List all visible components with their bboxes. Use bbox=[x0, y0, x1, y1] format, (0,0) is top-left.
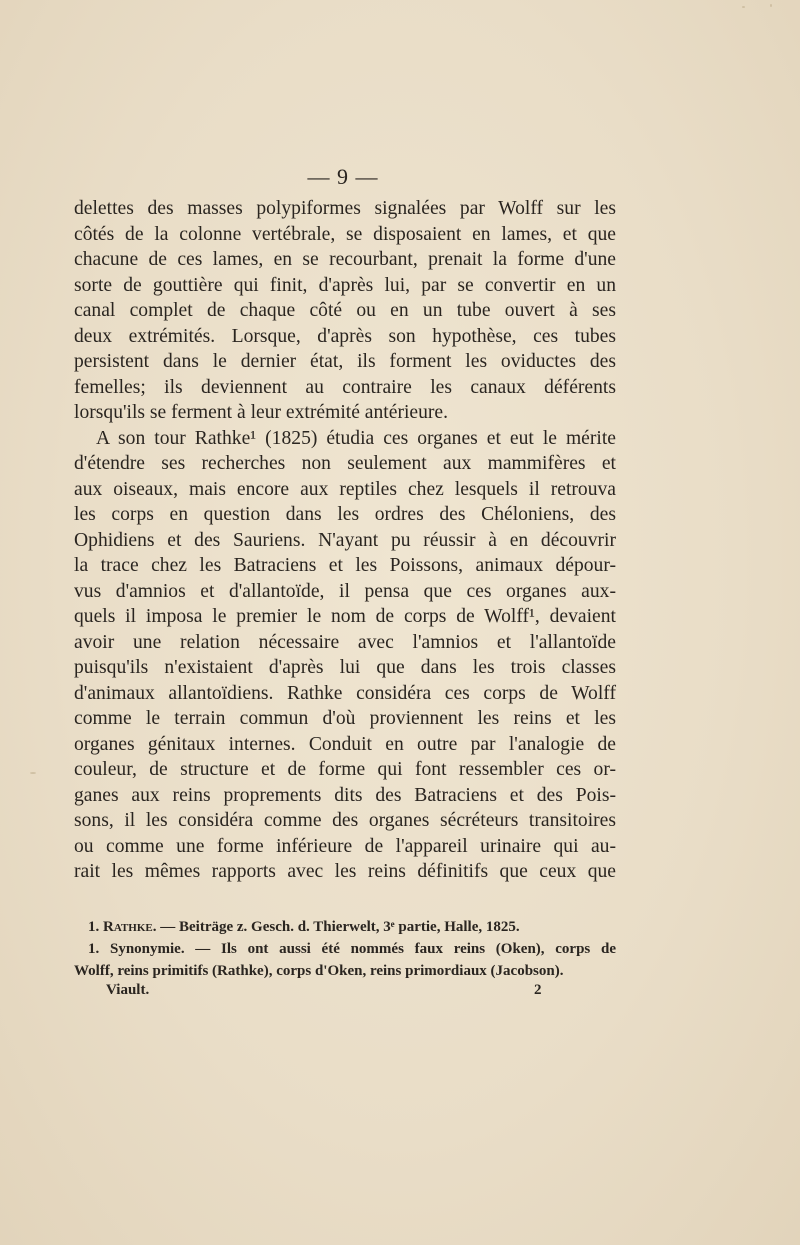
text-line: d'étendre ses recherches non seulement aux mammifères et bbox=[74, 453, 616, 474]
body-text bbox=[74, 196, 616, 885]
text-line: côtés de la colonne vertébrale, se disposaient en lames, et que bbox=[74, 223, 616, 245]
text-line: deux extrémités. Lorsque, d'après son hypothèse, ces tubes bbox=[74, 325, 616, 347]
text-line: quels il imposa le premier le nom de corps de Wolff¹, devaient bbox=[74, 606, 616, 627]
footnote-1 bbox=[74, 916, 616, 938]
paper-speck bbox=[742, 6, 745, 8]
footnote-line: 1. Synonymie. — Ils ont aussi été nommés faux reins (Oken), corps de bbox=[88, 941, 616, 957]
paper-speck bbox=[30, 772, 36, 774]
text-line: sons, il les considéra comme des organes sécréteurs transitoires bbox=[74, 810, 616, 831]
text-line: comme le terrain commun d'où proviennent les reins et les bbox=[74, 708, 616, 729]
text-line: rait les mêmes rapports avec les reins définitifs que ceux que bbox=[74, 861, 616, 882]
text-line: organes génitaux internes. Conduit en outre par l'analogie de bbox=[74, 733, 616, 755]
signature-author: Viault. bbox=[106, 982, 150, 998]
paper-speck bbox=[770, 4, 772, 7]
text-line: lorsqu'ils se ferment à leur extrémité antérieure. bbox=[74, 402, 449, 423]
text-line: ganes aux reins proprements dits des Batraciens et des Pois- bbox=[74, 784, 616, 806]
paragraph-2 bbox=[74, 426, 616, 885]
signature-mark: 2 bbox=[534, 982, 542, 998]
text-line: Ophidiens et des Sauriens. N'ayant pu réussir à en découvrir bbox=[74, 529, 616, 551]
text-line: puisqu'ils n'existaient d'après lui que dans les trois classes bbox=[74, 657, 616, 678]
text-line: aux oiseaux, mais encore aux reptiles chez lesquels il retrouva bbox=[74, 478, 616, 500]
footnote-text: — Beiträge z. Gesch. d. Thierwelt, 3ᵉ partie, Halle, 1825. bbox=[160, 919, 520, 935]
text-line: canal complet de chaque côté ou en un tube ouvert à ses bbox=[74, 300, 616, 321]
page-number: — 9 — bbox=[307, 164, 379, 189]
text-line: couleur, de structure et de forme qui font ressembler ces or- bbox=[74, 759, 616, 780]
text-line: ou comme une forme inférieure de l'appareil urinaire qui au- bbox=[74, 835, 616, 857]
text-line: persistent dans le dernier état, ils forment les oviductes des bbox=[74, 351, 616, 372]
paragraph-1 bbox=[74, 196, 616, 426]
text-line: femelles; ils deviennent au contraire les canaux déférents bbox=[74, 376, 616, 398]
footnote-author: Rathke. bbox=[103, 919, 157, 935]
text-line: la trace chez les Batraciens et les Poissons, animaux dépour- bbox=[74, 555, 616, 576]
footnote-number: 1. bbox=[88, 919, 100, 935]
text-line: delettes des masses polypiformes signalées par Wolff sur les bbox=[74, 198, 616, 219]
text-line: les corps en question dans les ordres des Chéloniens, des bbox=[74, 504, 616, 525]
text-line: avoir une relation nécessaire avec l'amnios et l'allantoïde bbox=[74, 631, 616, 653]
text-line: d'animaux allantoïdiens. Rathke considéra ces corps de Wolff bbox=[74, 682, 616, 704]
text-line: sorte de gouttière qui finit, d'après lui, par se convertir en un bbox=[74, 274, 616, 296]
footnotes bbox=[74, 916, 616, 982]
footnote-2 bbox=[74, 938, 616, 982]
text-line: vus d'amnios et d'allantoïde, il pensa que ces organes aux- bbox=[74, 580, 616, 602]
footnote-line: Wolff, reins primitifs (Rathke), corps d'Oken, reins primordiaux (Jacobson). bbox=[74, 963, 564, 979]
text-line: chacune de ces lames, en se recourbant, prenait la forme d'une bbox=[74, 249, 616, 270]
text-line: A son tour Rathke¹ (1825) étudia ces organes et eut le mérite bbox=[96, 427, 616, 449]
